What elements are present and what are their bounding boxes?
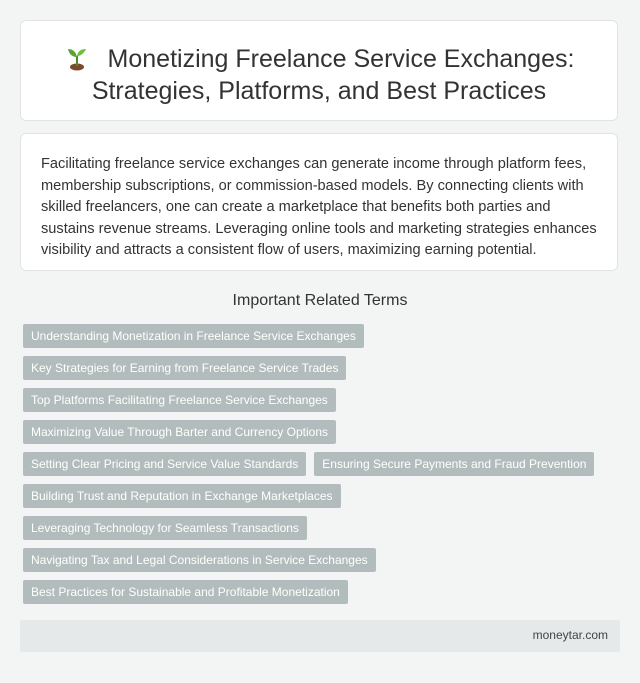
description-text: Facilitating freelance service exchanges can generate income through platform fees, membership subscriptions, or commission-based models. By connecting clients with skilled freelancers, one can create a marketplace that benefits both parties and sustains revenue streams. Leveraging online tools and marketing strategies enhances visibility and attracts a consistent flow of users, maximizing earning potential.: [41, 156, 597, 258]
title-card: [20, 20, 618, 121]
tag-row: [23, 356, 623, 388]
tag-row: [23, 484, 623, 516]
tag-row: [23, 516, 623, 548]
related-term-tag[interactable]: Best Practices for Sustainable and Profitable Monetization: [23, 580, 348, 604]
related-term-tag[interactable]: Building Trust and Reputation in Exchange Marketplaces: [23, 484, 341, 508]
tag-row: [23, 420, 623, 452]
title-line-1: Monetizing Freelance Service Exchanges:: [107, 45, 575, 73]
related-term-tag[interactable]: Setting Clear Pricing and Service Value Standards: [23, 452, 306, 476]
related-term-tag[interactable]: Top Platforms Facilitating Freelance Service Exchanges: [23, 388, 336, 412]
footer-bar: [20, 620, 620, 652]
tag-row: [23, 452, 623, 484]
related-term-tag[interactable]: Understanding Monetization in Freelance Service Exchanges: [23, 324, 364, 348]
related-term-tag[interactable]: Ensuring Secure Payments and Fraud Prevention: [314, 452, 594, 476]
description-card: [20, 133, 618, 271]
footer-site-link[interactable]: moneytar.com: [532, 628, 608, 642]
title-line-2: Strategies, Platforms, and Best Practices: [91, 77, 547, 105]
related-term-tag[interactable]: Key Strategies for Earning from Freelance Service Trades: [23, 356, 346, 380]
tag-row: [23, 324, 623, 356]
related-term-tag[interactable]: Maximizing Value Through Barter and Currency Options: [23, 420, 336, 444]
tag-row: [23, 580, 623, 612]
page-title: [21, 43, 617, 107]
related-term-tag[interactable]: Navigating Tax and Legal Considerations in Service Exchanges: [23, 548, 376, 572]
tag-row: [23, 388, 623, 420]
related-terms-list: [23, 324, 623, 612]
tag-row: [23, 548, 623, 580]
seedling-icon: [64, 45, 90, 71]
related-term-tag[interactable]: Leveraging Technology for Seamless Transactions: [23, 516, 307, 540]
related-terms-heading: Important Related Terms: [232, 292, 408, 309]
